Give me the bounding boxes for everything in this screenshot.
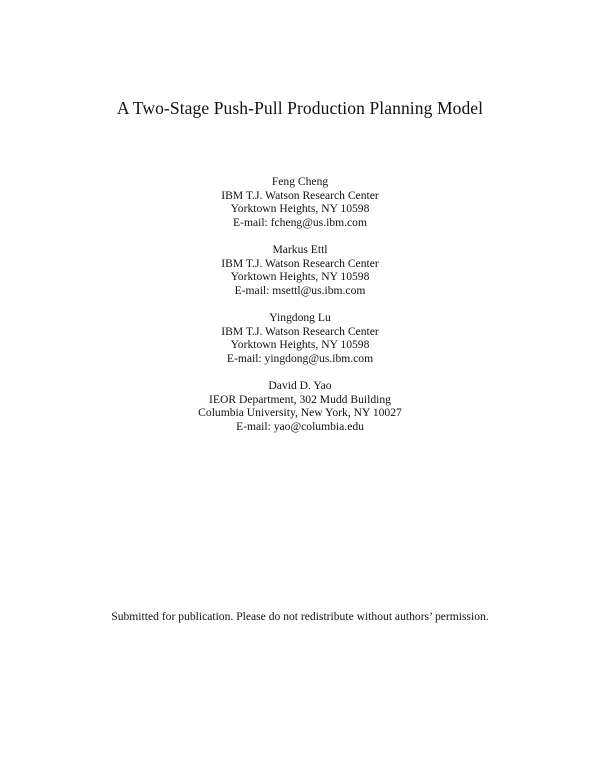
author-list (0, 175, 600, 447)
author-address: Yorktown Heights, NY 10598 (230, 202, 370, 216)
paper-title: A Two-Stage Push-Pull Production Planning Model (116, 98, 484, 118)
author-affiliation: IBM T.J. Watson Research Center (221, 256, 379, 270)
author-name: Feng Cheng (271, 175, 329, 188)
author-email: E-mail: yao@columbia.edu (236, 419, 364, 433)
author-address: Yorktown Heights, NY 10598 (230, 270, 370, 284)
author-email: E-mail: fcheng@us.ibm.com (233, 215, 367, 229)
author-email: E-mail: msettl@us.ibm.com (234, 283, 366, 297)
submission-note: Submitted for publication. Please do not redistribute without authors’ permission. (111, 610, 489, 623)
author-name: Markus Ettl (272, 242, 328, 256)
author-email: E-mail: yingdong@us.ibm.com (226, 351, 374, 365)
author-block (0, 379, 600, 433)
author-address: Yorktown Heights, NY 10598 (230, 338, 370, 352)
author-affiliation: IEOR Department, 302 Mudd Building (209, 392, 391, 406)
author-block (0, 311, 600, 365)
author-name: David D. Yao (268, 378, 332, 392)
author-block (0, 243, 600, 297)
author-affiliation: IBM T.J. Watson Research Center (221, 324, 379, 338)
author-affiliation: IBM T.J. Watson Research Center (221, 188, 379, 202)
author-name: Yingdong Lu (269, 310, 331, 324)
author-address: Columbia University, New York, NY 10027 (198, 406, 402, 420)
author-block (0, 175, 600, 229)
